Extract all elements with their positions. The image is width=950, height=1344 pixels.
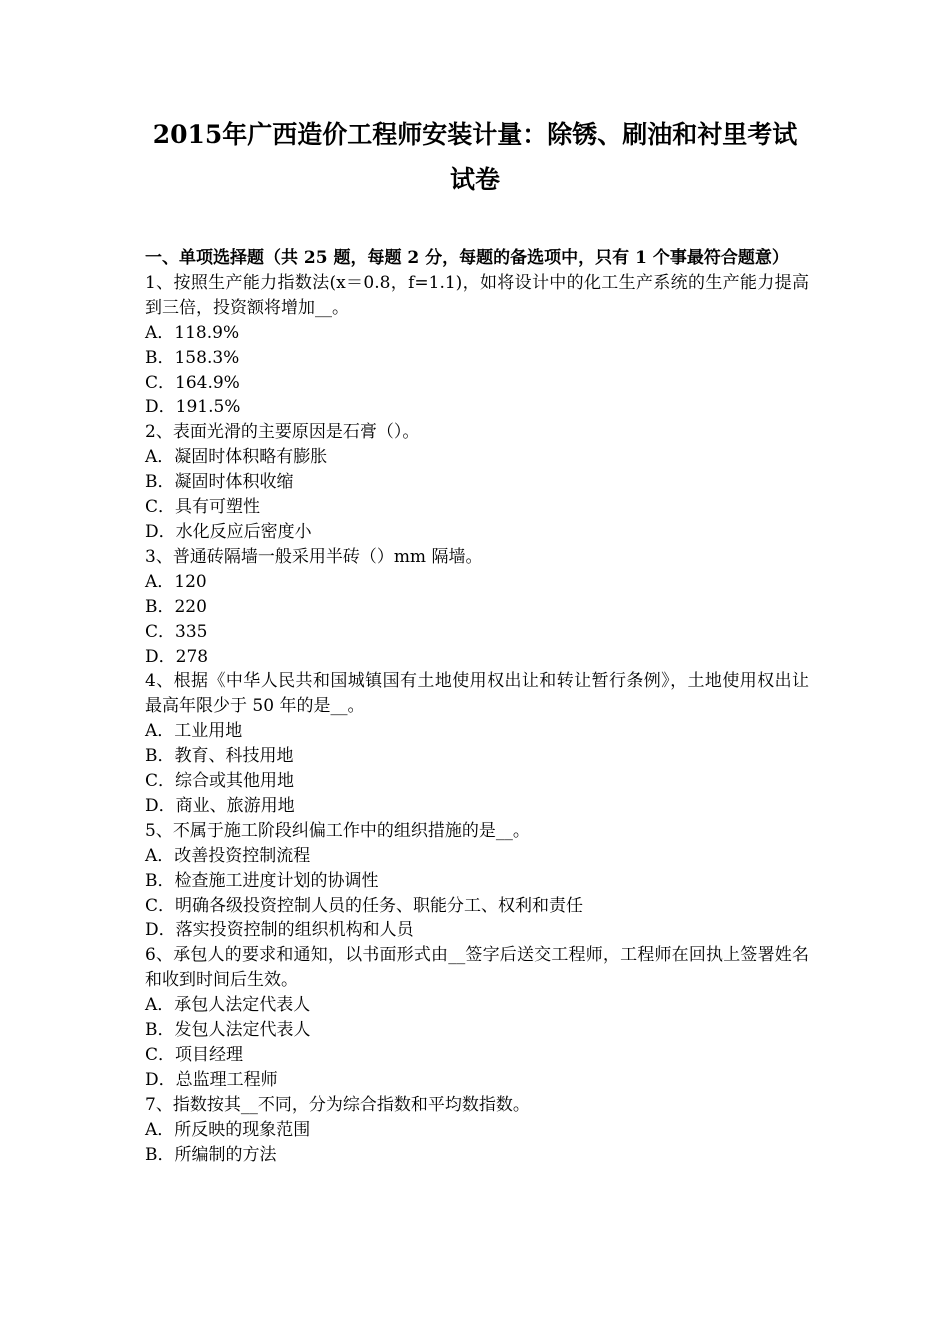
question-1 xyxy=(145,271,809,420)
document-title xyxy=(120,112,830,202)
title-line-1: 2015年广西造价工程师安装计量：除锈、刷油和衬里考试 xyxy=(152,120,798,149)
question-3 xyxy=(145,545,809,670)
document-body xyxy=(145,246,809,1168)
option-d: D．278 xyxy=(145,646,209,667)
option-c: C．335 xyxy=(145,621,208,642)
option-b: B．220 xyxy=(145,596,207,617)
question-stem: 5、不属于施工阶段纠偏工作中的组织措施的是__。 xyxy=(145,820,530,841)
option-a: A．承包人法定代表人 xyxy=(145,995,311,1016)
option-c: C．164.9% xyxy=(145,372,240,393)
question-4 xyxy=(145,669,809,818)
question-stem: 2、表面光滑的主要原因是石膏（）。 xyxy=(145,422,420,443)
section-heading: 一、单项选择题（共 25 题，每题 2 分，每题的备选项中，只有 1 个事最符合题意） xyxy=(145,248,789,268)
option-d: D．商业、旅游用地 xyxy=(145,795,295,816)
option-c: C．项目经理 xyxy=(145,1045,244,1065)
option-a: A．凝固时体积略有膨胀 xyxy=(145,447,328,468)
option-d: D．落实投资控制的组织机构和人员 xyxy=(145,920,414,941)
option-d: D．191.5% xyxy=(145,397,241,418)
option-a: A．改善投资控制流程 xyxy=(145,845,311,866)
option-a: A．工业用地 xyxy=(145,721,243,742)
option-b: B．教育、科技用地 xyxy=(145,746,294,767)
option-a: A．120 xyxy=(145,571,207,592)
question-stem: 1、按照生产能力指数法(x＝0.8，f=1.1)，如将设计中的化工生产系统的生产能力提高到三倍，投资额将增加__。 xyxy=(145,272,809,318)
title-line-2: 试卷 xyxy=(449,165,500,194)
question-stem: 3、普通砖隔墙一般采用半砖（）mm 隔墙。 xyxy=(145,546,483,567)
option-d: D．总监理工程师 xyxy=(145,1069,278,1090)
option-b: B．凝固时体积收缩 xyxy=(145,472,294,493)
question-stem: 4、根据《中华人民共和国城镇国有土地使用权出让和转让暂行条例》，土地使用权出让最高年限少于 50 年的是__。 xyxy=(145,671,809,717)
option-c: C．明确各级投资控制人员的任务、职能分工、权利和责任 xyxy=(145,895,584,916)
option-c: C．综合或其他用地 xyxy=(145,771,295,792)
option-a: A．所反映的现象范围 xyxy=(145,1119,311,1140)
question-6 xyxy=(145,943,809,1092)
option-b: B．发包人法定代表人 xyxy=(145,1020,311,1041)
question-7 xyxy=(145,1093,809,1168)
question-stem: 7、指数按其__不同，分为综合指数和平均数指数。 xyxy=(145,1094,530,1115)
option-a: A．118.9% xyxy=(145,322,240,343)
option-d: D．水化反应后密度小 xyxy=(145,521,312,542)
question-2 xyxy=(145,420,809,545)
question-stem: 6、承包人的要求和通知，以书面形式由__签字后送交工程师，工程师在回执上签署姓名和收到时间后生效。 xyxy=(145,945,809,991)
option-b: B．所编制的方法 xyxy=(145,1144,277,1165)
option-b: B．158.3% xyxy=(145,347,240,368)
option-b: B．检查施工进度计划的协调性 xyxy=(145,870,379,891)
option-c: C．具有可塑性 xyxy=(145,497,261,518)
question-5 xyxy=(145,819,809,944)
